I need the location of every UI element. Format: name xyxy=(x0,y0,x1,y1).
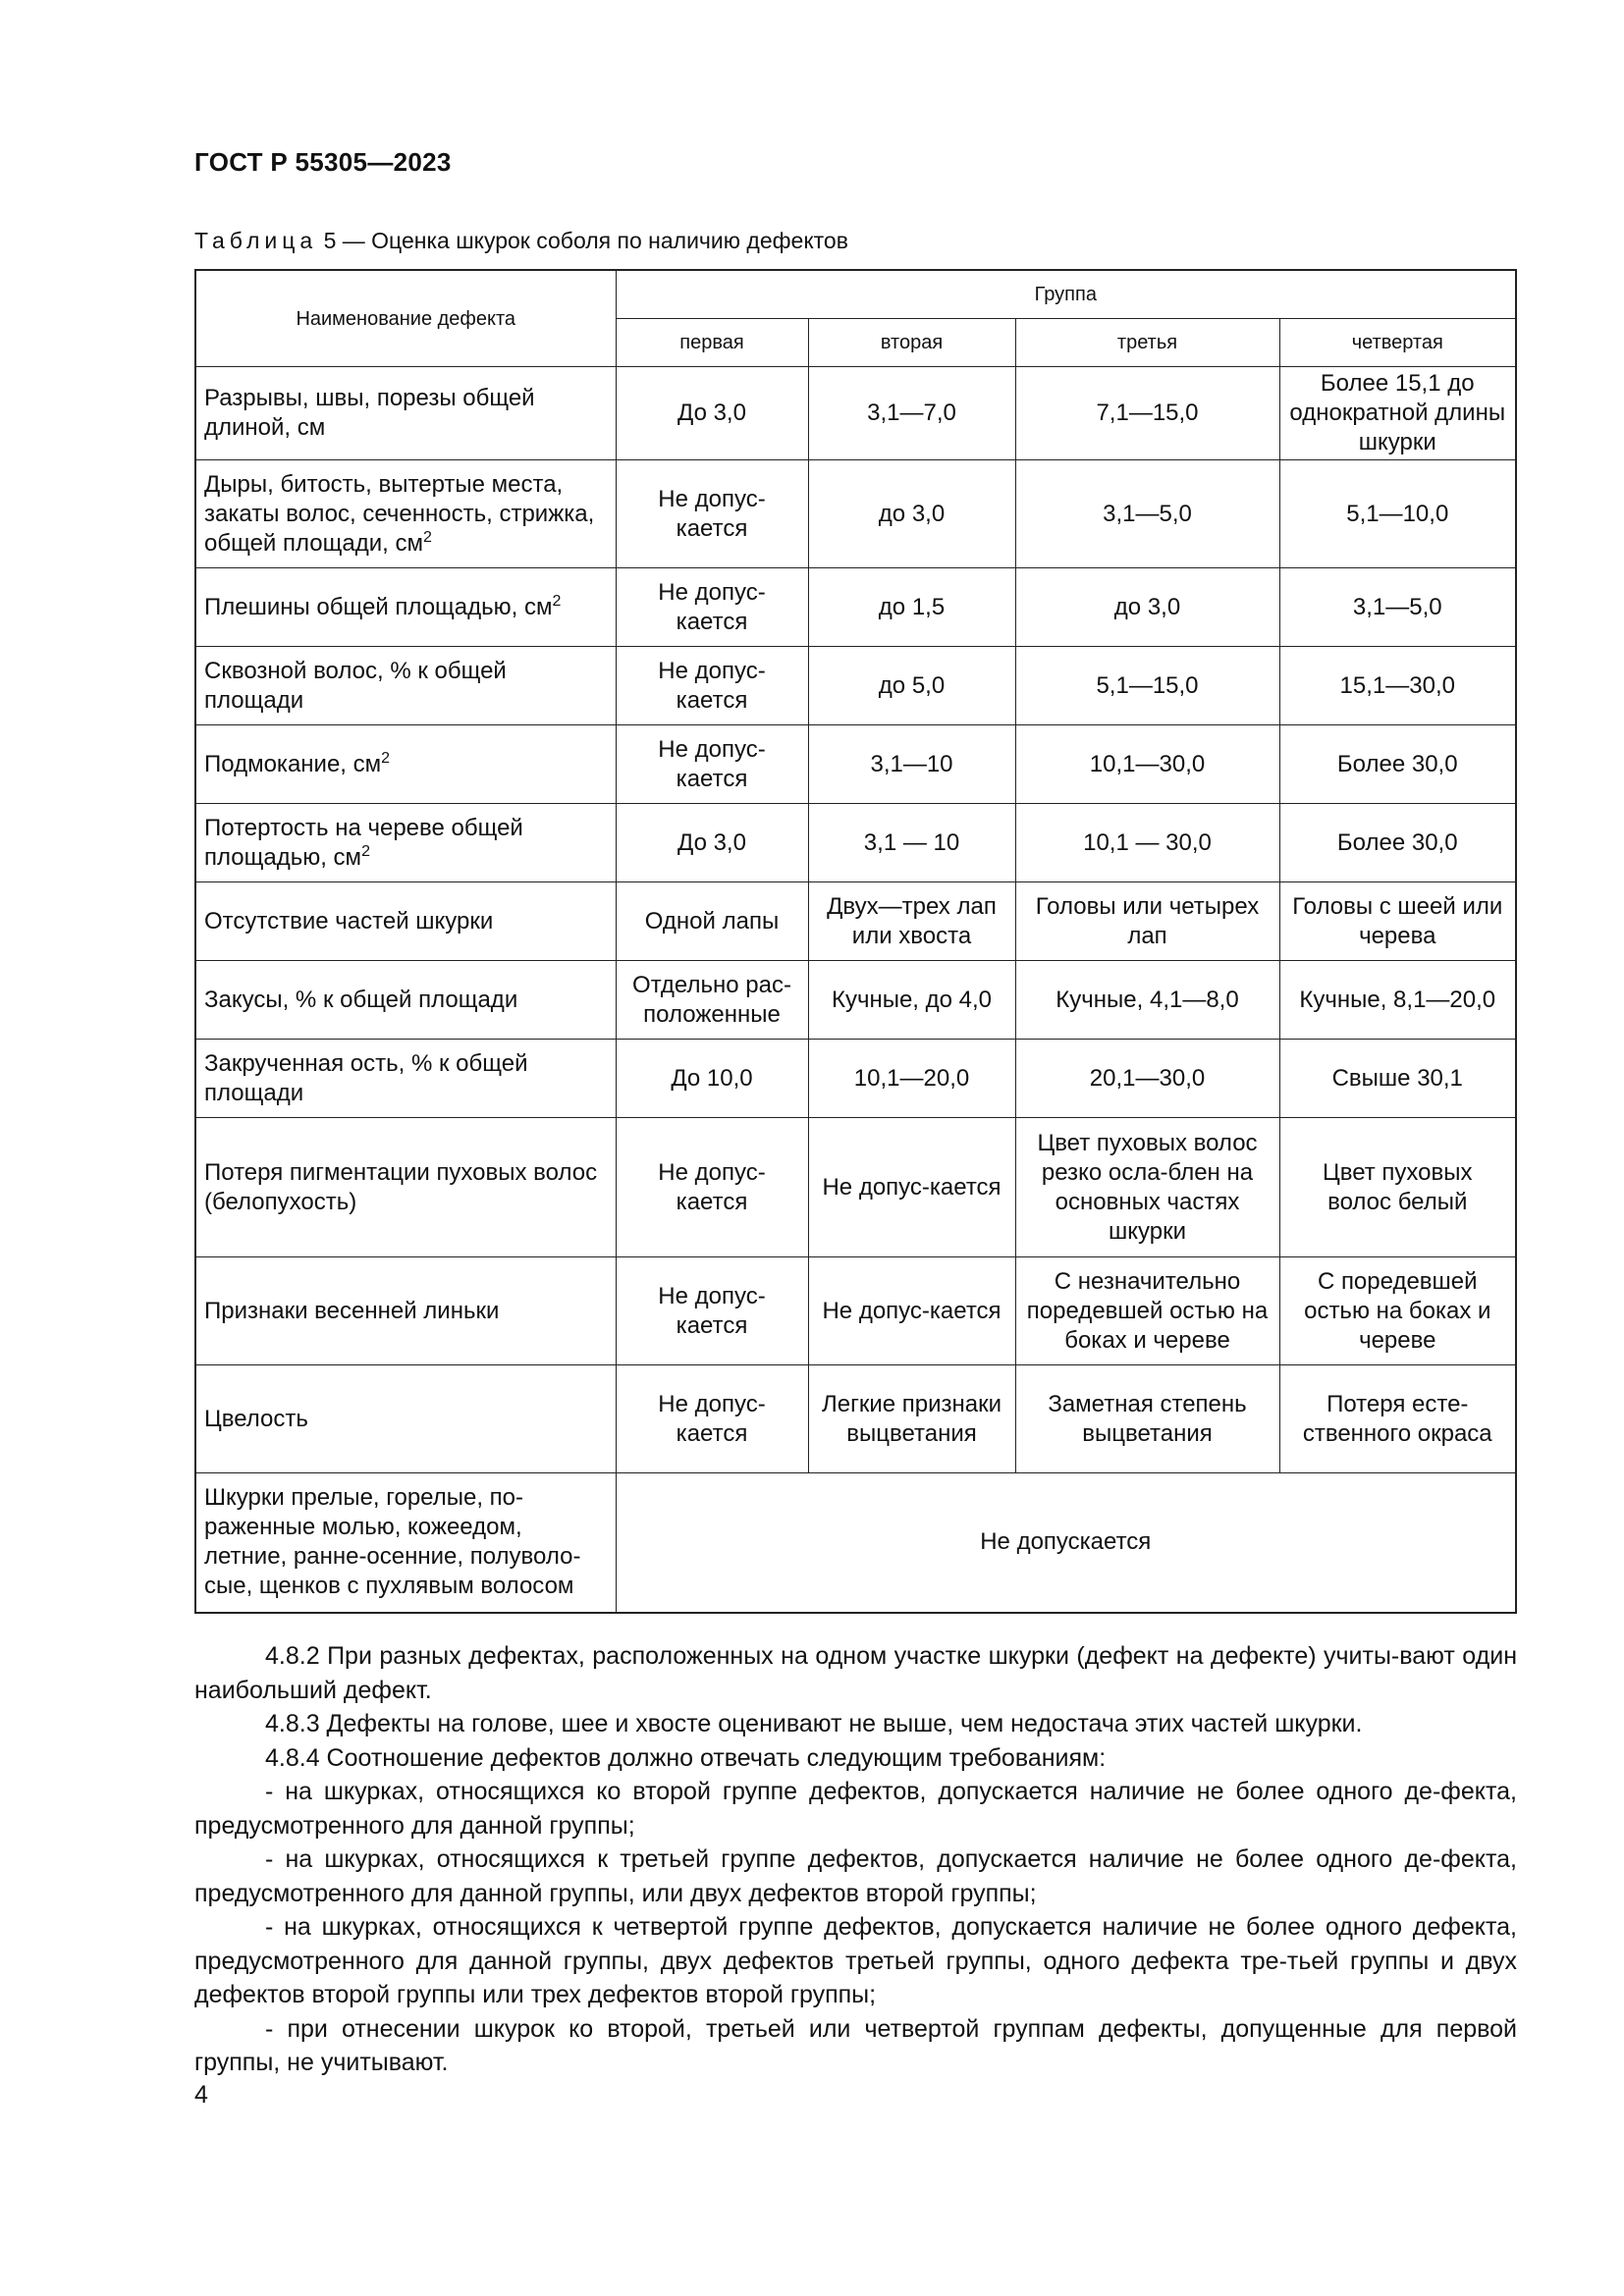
table-row xyxy=(195,961,1516,1040)
defect-name-cell: Шкурки прелые, горелые, по-раженные молью, кожеедом, летние, ранне-осенние, полуволо-сые, щенков с пухлявым волосом xyxy=(195,1473,616,1613)
body-text xyxy=(194,1639,1517,2080)
group-1-cell: Отдельно рас-положенные xyxy=(616,961,808,1040)
group-3-cell: Цвет пуховых волос резко осла-блен на основных частях шкурки xyxy=(1015,1118,1279,1257)
group-3-cell: Кучные, 4,1—8,0 xyxy=(1015,961,1279,1040)
header-group-3: третья xyxy=(1015,319,1279,367)
group-4-cell: Кучные, 8,1—20,0 xyxy=(1279,961,1516,1040)
group-1-cell: Одной лапы xyxy=(616,882,808,961)
group-1-cell: Не допус-кается xyxy=(616,568,808,647)
group-4-cell: 3,1—5,0 xyxy=(1279,568,1516,647)
defect-name-cell: Закусы, % к общей площади xyxy=(195,961,616,1040)
paragraph: 4.8.2 При разных дефектах, расположенных на одном участке шкурки (дефект на дефекте) учиты-вают один наибольший дефект. xyxy=(194,1642,1517,1704)
table-caption-title: — Оценка шкурок соболя по наличию дефектов xyxy=(342,228,848,253)
group-2-cell: Двух—трех лап или хвоста xyxy=(808,882,1015,961)
defect-name-cell: Разрывы, швы, порезы общей длиной, см xyxy=(195,367,616,460)
group-2-cell: до 3,0 xyxy=(808,460,1015,568)
header-defect-name: Наименование дефекта xyxy=(195,270,616,367)
table-row xyxy=(195,460,1516,568)
group-4-cell: Головы с шеей или черева xyxy=(1279,882,1516,961)
defect-name-cell: Отсутствие частей шкурки xyxy=(195,882,616,961)
document-header: ГОСТ Р 55305—2023 xyxy=(194,147,452,177)
table-row xyxy=(195,1118,1516,1257)
group-2-cell: до 5,0 xyxy=(808,647,1015,725)
group-2-cell: 10,1—20,0 xyxy=(808,1040,1015,1118)
table-row xyxy=(195,1365,1516,1473)
group-1-cell: Не допус-кается xyxy=(616,1257,808,1365)
table-row xyxy=(195,1257,1516,1365)
table-caption-label: Таблица xyxy=(194,228,318,253)
group-3-cell: Головы или четырех лап xyxy=(1015,882,1279,961)
group-1-cell: До 10,0 xyxy=(616,1040,808,1118)
table-row xyxy=(195,1473,1516,1613)
paragraph: 4.8.4 Соотношение дефектов должно отвечать следующим требованиям: xyxy=(265,1743,1107,1772)
group-4-cell: Более 30,0 xyxy=(1279,804,1516,882)
defect-name-cell: Признаки весенней линьки xyxy=(195,1257,616,1365)
group-4-cell: Более 30,0 xyxy=(1279,725,1516,804)
group-4-cell: Потеря есте-ственного окраса xyxy=(1279,1365,1516,1473)
list-item: - при отнесении шкурок ко второй, третьей или четвертой группам дефекты, допущенные для первой группы, не учитывают. xyxy=(194,2014,1517,2076)
group-1-cell: Не допус-кается xyxy=(616,1118,808,1257)
group-4-cell: Более 15,1 до однократной длины шкурки xyxy=(1279,367,1516,460)
group-2-cell: до 1,5 xyxy=(808,568,1015,647)
group-4-cell: Цвет пуховых волос белый xyxy=(1279,1118,1516,1257)
paragraph: 4.8.3 Дефекты на голове, шее и хвосте оценивают не выше, чем недостача этих частей шкурки. xyxy=(265,1710,1363,1737)
group-2-cell: Кучные, до 4,0 xyxy=(808,961,1015,1040)
group-3-cell: 10,1 — 30,0 xyxy=(1015,804,1279,882)
merged-value-cell: Не допускается xyxy=(616,1473,1516,1613)
group-1-cell: Не допус-кается xyxy=(616,725,808,804)
list-item: - на шкурках, относящихся к четвертой группе дефектов, допускается наличие не более одного дефекта, предусмотренного для данной группы, двух дефектов третьей группы, одного дефекта тре-тьей группы и двух дефектов второй группы или трех дефектов второй группы; xyxy=(194,1913,1517,2008)
table-caption-number: 5 xyxy=(323,228,337,253)
table-row xyxy=(195,568,1516,647)
list-item: - на шкурках, относящихся к третьей группе дефектов, допускается наличие не более одного де-фекта, предусмотренного для данной группы, или двух дефектов второй группы; xyxy=(194,1845,1517,1907)
header-group-2: вторая xyxy=(808,319,1015,367)
table-row xyxy=(195,1040,1516,1118)
group-3-cell: С незначительно поредевшей остью на боках и череве xyxy=(1015,1257,1279,1365)
defects-table xyxy=(194,269,1517,1614)
table-row xyxy=(195,804,1516,882)
group-3-cell: 3,1—5,0 xyxy=(1015,460,1279,568)
page-number: 4 xyxy=(194,2081,208,2109)
group-1-cell: Не допус-кается xyxy=(616,647,808,725)
list-item: - на шкурках, относящихся ко второй группе дефектов, допускается наличие не более одного де-фекта, предусмотренного для данной группы; xyxy=(194,1778,1517,1840)
group-3-cell: 5,1—15,0 xyxy=(1015,647,1279,725)
defect-name-cell: Закрученная ость, % к общей площади xyxy=(195,1040,616,1118)
defect-name-cell: Потеря пигментации пуховых волос (белопухость) xyxy=(195,1118,616,1257)
group-3-cell: 7,1—15,0 xyxy=(1015,367,1279,460)
table-row xyxy=(195,367,1516,460)
table-caption xyxy=(194,228,848,254)
group-4-cell: С поредевшей остью на боках и череве xyxy=(1279,1257,1516,1365)
group-3-cell: 20,1—30,0 xyxy=(1015,1040,1279,1118)
group-3-cell: 10,1—30,0 xyxy=(1015,725,1279,804)
group-2-cell: 3,1 — 10 xyxy=(808,804,1015,882)
table-row xyxy=(195,647,1516,725)
group-3-cell: Заметная степень выцветания xyxy=(1015,1365,1279,1473)
header-group: Группа xyxy=(616,270,1516,319)
group-4-cell: Свыше 30,1 xyxy=(1279,1040,1516,1118)
defect-name-cell: Подмокание, $см^2$ xyxy=(195,725,616,804)
group-3-cell: до 3,0 xyxy=(1015,568,1279,647)
group-1-cell: Не допус-кается xyxy=(616,460,808,568)
group-4-cell: 5,1—10,0 xyxy=(1279,460,1516,568)
defect-name-cell: Дыры, битость, вытертые места, закаты волос, сеченность, стрижка, общей площади, $см^2$ xyxy=(195,460,616,568)
group-2-cell: Легкие признаки выцветания xyxy=(808,1365,1015,1473)
table-row xyxy=(195,725,1516,804)
group-1-cell: Не допус-кается xyxy=(616,1365,808,1473)
group-2-cell: 3,1—10 xyxy=(808,725,1015,804)
header-group-1: первая xyxy=(616,319,808,367)
group-2-cell: Не допус-кается xyxy=(808,1118,1015,1257)
table-row xyxy=(195,882,1516,961)
group-1-cell: До 3,0 xyxy=(616,804,808,882)
group-4-cell: 15,1—30,0 xyxy=(1279,647,1516,725)
group-2-cell: 3,1—7,0 xyxy=(808,367,1015,460)
defect-name-cell: Потертость на череве общей площадью, $см^2$ xyxy=(195,804,616,882)
group-2-cell: Не допус-кается xyxy=(808,1257,1015,1365)
group-1-cell: До 3,0 xyxy=(616,367,808,460)
defect-name-cell: Плешины общей площадью, $см^2$ xyxy=(195,568,616,647)
defect-name-cell: Цвелость xyxy=(195,1365,616,1473)
header-group-4: четвертая xyxy=(1279,319,1516,367)
defect-name-cell: Сквозной волос, % к общей площади xyxy=(195,647,616,725)
